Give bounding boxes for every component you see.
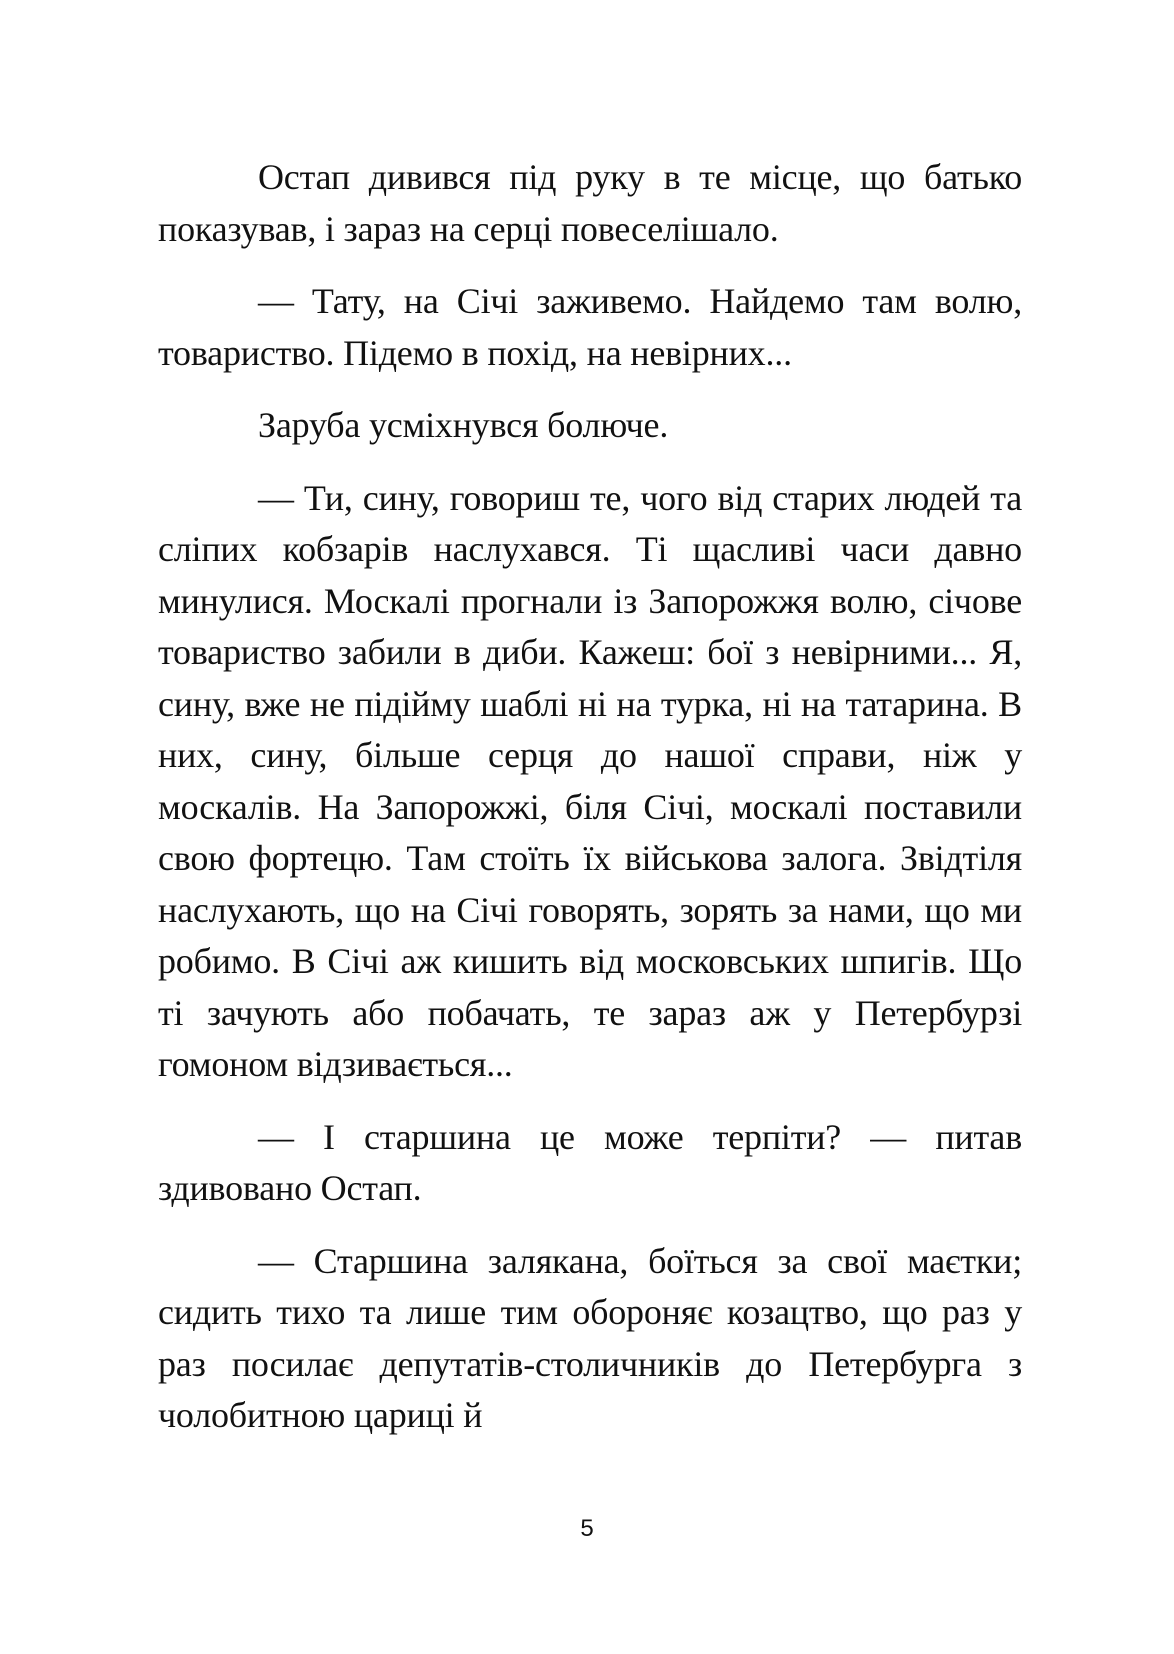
paragraph-1: Остап дивився під руку в те місце, що батько показував, і зараз на серці повеселішало.: [158, 157, 1022, 249]
paragraph-2: — Тату, на Січі заживемо. Найдемо там волю, товариство. Підемо в похід, на невірних...: [158, 281, 1022, 373]
paragraph-4: — Ти, сину, говориш те, чого від старих людей та сліпих кобзарів наслухався. Ті щасливі часи давно минулися. Москалі прогнали із Запорожжя волю, січове товариство забили в диби. Кажеш: бої з невірними... Я, сину, вже не підійму шаблі ні на турка, ні на татарина. В них, сину, більше серця до нашої справи, ніж у москалів. На Запорожжі, біля Січі, москалі поставили свою фортецю. Там стоїть їх військова залога. Звідтіля наслухають, що на Січі говорять, зорять за нами, що ми робимо. В Січі аж кишить від московських шпигів. Що ті зачують або побачать, те зараз аж у Петербурзі гомоном відзивається...: [158, 477, 1022, 1084]
body-text: [158, 152, 1022, 1463]
paragraph-5: — І старшина це може терпіти? — питав здивовано Остап.: [158, 1116, 1022, 1208]
page-number: 5: [580, 1515, 594, 1542]
paragraph-6: — Старшина залякана, боїться за свої маєтки; сидить тихо та лише тим обороняє козацтво, що раз у раз посилає депутатів-столичників до Петербурга з чолобитною цариці й: [158, 1240, 1022, 1435]
paragraph-3: Заруба усміхнувся болюче.: [258, 405, 669, 445]
